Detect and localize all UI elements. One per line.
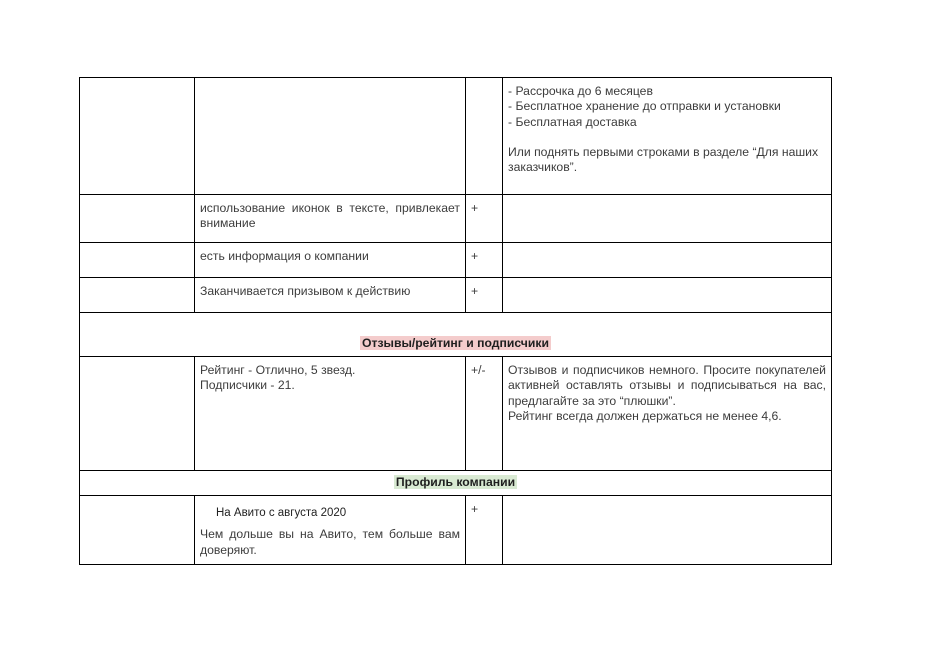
category-cell (80, 78, 195, 195)
profile-text: Чем дольше вы на Авито, тем больше вам доверяют. (200, 527, 460, 557)
category-cell (80, 243, 195, 278)
mark-cell: + (466, 496, 503, 565)
table-row (80, 243, 832, 278)
criterion-cell: есть информация о компании (195, 243, 466, 278)
section-row-reviews (80, 313, 832, 357)
section-title-profile: Профиль компании (395, 475, 516, 490)
table-row (80, 78, 832, 195)
mark-cell: + (466, 243, 503, 278)
criterion-cell (195, 357, 466, 471)
criterion-cell (195, 78, 466, 195)
mark-cell (466, 78, 503, 195)
recommendation-cell (503, 278, 832, 313)
recommendation-cell (503, 357, 832, 471)
category-cell (80, 195, 195, 243)
recommendation-cell (503, 243, 832, 278)
bullet-installments: - Рассрочка до 6 месяцев (508, 84, 653, 98)
analysis-table (79, 77, 832, 565)
mark-cell: + (466, 278, 503, 313)
reviews-advice: Отзывов и подписчиков немного. Просите покупателей активней оставлять отзывы и подписываться на вас, предлагайте за это “плюшки”. (508, 363, 826, 408)
criterion-cell: использование иконок в тексте, привлекает внимание (195, 195, 466, 243)
table-row (80, 195, 832, 243)
criterion-cell: Заканчивается призывом к действию (195, 278, 466, 313)
category-cell (80, 278, 195, 313)
bullet-free-delivery: - Бесплатная доставка (508, 114, 637, 129)
table-row (80, 278, 832, 313)
rating-text: Рейтинг - Отлично, 5 звезд. (200, 363, 356, 377)
mark-cell: +/- (466, 357, 503, 471)
category-cell (80, 496, 195, 565)
section-header-cell (80, 313, 832, 357)
rating-note: Рейтинг всегда должен держаться не менее 4,6. (508, 408, 782, 423)
section-row-profile (80, 471, 832, 496)
bullet-free-storage: - Бесплатное хранение до отправки и установки (508, 99, 781, 114)
mark-cell: + (466, 195, 503, 243)
recommendation-cell (503, 78, 832, 195)
avito-since-badge: На Авито с августа 2020 (216, 507, 347, 519)
category-cell (80, 357, 195, 471)
recommendation-note: Или поднять первыми строками в разделе “Для наших заказчиков”. (508, 144, 819, 175)
table-row (80, 496, 832, 565)
subscribers-text: Подписчики - 21. (200, 378, 295, 393)
recommendation-cell (503, 195, 832, 243)
recommendation-cell (503, 496, 832, 565)
criterion-cell (195, 496, 466, 565)
table-row (80, 357, 832, 471)
section-header-cell (80, 471, 832, 496)
section-title-reviews: Отзывы/рейтинг и подписчики (362, 335, 549, 350)
